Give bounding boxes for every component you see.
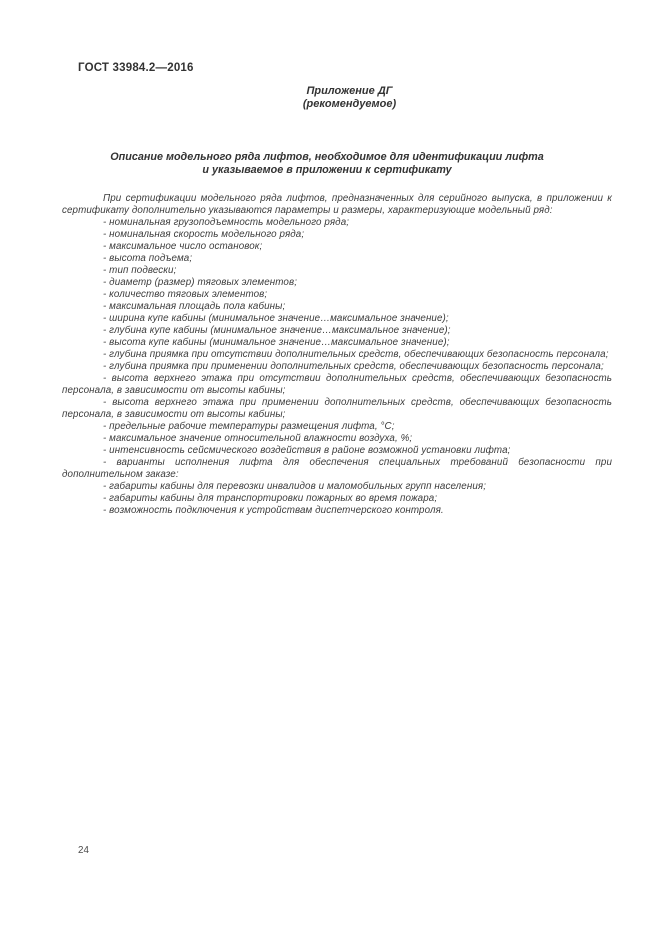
requirements-list [62,217,612,517]
list-item: - варианты исполнения лифта для обеспечения специальных требований безопасности при дополнительном заказе: [62,457,612,480]
list-item: - высота купе кабины (минимальное значение…максимальное значение); [103,337,450,348]
document-title-line-1: Описание модельного ряда лифтов, необходимое для идентификации лифта [110,151,544,163]
list-item: - габариты кабины для транспортировки пожарных во время пожара; [103,493,438,504]
document-title-line-2: и указываемое в приложении к сертификату [202,164,452,176]
list-item: - максимальная площадь пола кабины; [103,301,286,312]
intro-paragraph: При сертификации модельного ряда лифтов, предназначенных для серийного выпуска, в приложении к сертификату дополнительно указываются параметры и размеры, характеризующие модельный ряд: [62,193,612,216]
annex-block [19,85,661,110]
list-item: - глубина приямка при отсутствии дополнительных средств, обеспечивающих безопасность персонала; [103,349,609,360]
list-item: - максимальное значение относительной влажности воздуха, %; [103,433,413,444]
list-item: - максимальное число остановок; [103,241,263,252]
standard-code: ГОСТ 33984.2—2016 [78,62,194,74]
list-item: - интенсивность сейсмического воздействия в районе возможной установки лифта; [103,445,511,456]
document-body [62,193,612,517]
list-item: - глубина купе кабины (минимальное значение…максимальное значение); [103,325,451,336]
list-item: - высота верхнего этажа при применении дополнительных средств, обеспечивающих безопасность персонала, в зависимости от высоты кабины; [62,397,612,420]
list-item: - возможность подключения к устройствам диспетчерского контроля. [103,505,444,516]
annex-label: Приложение ДГ [306,85,393,97]
list-item: - высота подъема; [103,253,193,264]
list-item: - номинальная скорость модельного ряда; [103,229,305,240]
list-item: - предельные рабочие температуры размещения лифта, °С; [103,421,395,432]
list-item: - габариты кабины для перевозки инвалидов и маломобильных групп населения; [103,481,487,492]
list-item: - высота верхнего этажа при отсутствии дополнительных средств, обеспечивающих безопасность персонала, в зависимости от высоты кабины; [62,373,612,396]
list-item: - глубина приямка при применении дополнительных средств, обеспечивающих безопасность персонала; [103,361,604,372]
list-item: - номинальная грузоподъемность модельного ряда; [103,217,350,228]
list-item: - ширина купе кабины (минимальное значение…максимальное значение); [103,313,449,324]
list-item: - диаметр (размер) тяговых элементов; [103,277,298,288]
document-title [52,151,602,177]
annex-type: (рекомендуемое) [302,97,397,110]
list-item: - тип подвески; [103,265,177,276]
page-number: 24 [78,845,89,856]
list-item: - количество тяговых элементов; [103,289,268,300]
